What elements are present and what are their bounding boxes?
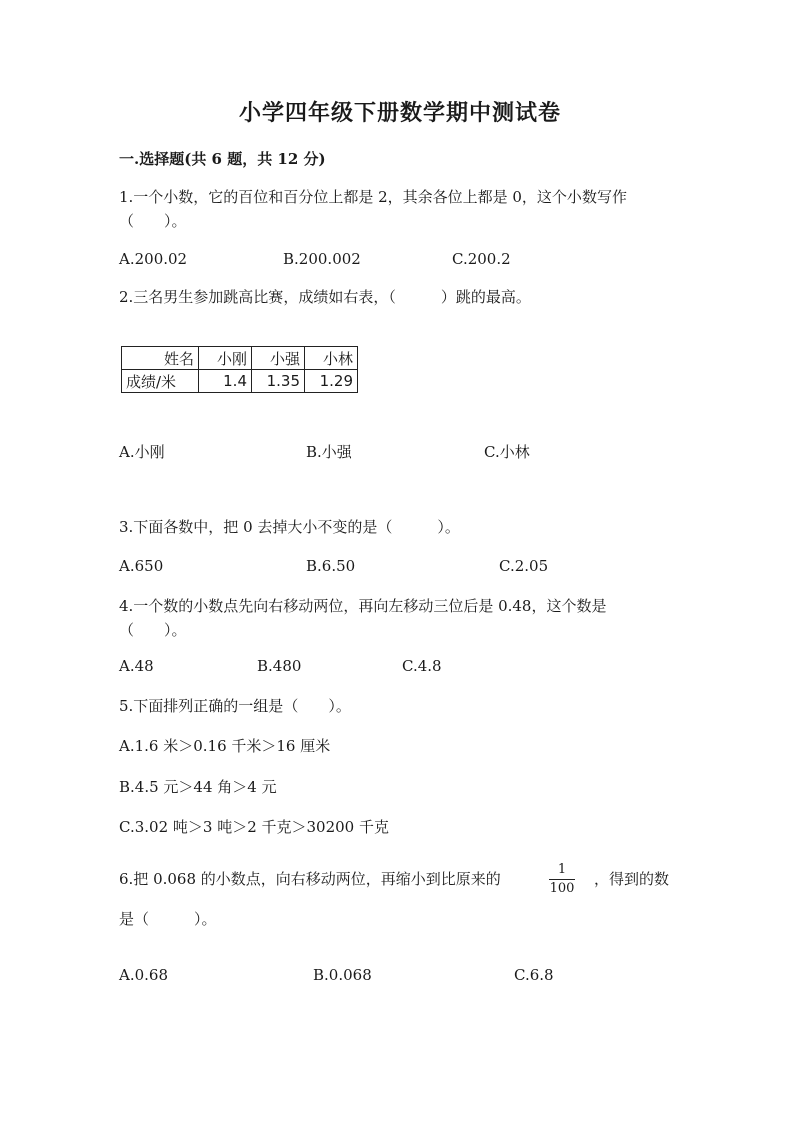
question-1-text: 1.一个小数，它的百位和百分位上都是 2，其余各位上都是 0，这个小数写作 (119, 188, 627, 206)
fraction-numerator: 1 (557, 862, 567, 877)
question-1-blank: （ ）。 (119, 212, 187, 230)
question-5-option-b: B.4.5 元＞44 角＞4 元 (119, 778, 277, 796)
fraction-denominator: 100 (549, 881, 575, 896)
question-4-option-b: B.480 (257, 657, 302, 675)
question-3-option-c: C.2.05 (499, 557, 549, 575)
section-heading: 一.选择题(共 6 题，共 12 分) (119, 150, 326, 168)
question-4-option-c: C.4.8 (402, 657, 442, 675)
fraction-bar (549, 879, 575, 880)
question-1-option-c: C.200.2 (452, 250, 511, 268)
question-4-option-a: A.48 (119, 657, 154, 675)
score-table (121, 346, 358, 393)
question-3-option-b: B.6.50 (306, 557, 356, 575)
question-1-option-a: A.200.02 (119, 250, 188, 268)
question-2-option-c: C.小林 (484, 443, 530, 461)
question-3-option-a: A.650 (119, 557, 164, 575)
table-cell: 小林 (305, 347, 358, 370)
question-2-option-b: B.小强 (306, 443, 352, 461)
question-1-option-b: B.200.002 (283, 250, 361, 268)
table-cell: 姓名 (122, 347, 199, 370)
table-row (122, 370, 358, 393)
question-4-text: 4.一个数的小数点先向右移动两位，再向左移动三位后是 0.48，这个数是 (119, 597, 607, 615)
table-cell: 1.35 (252, 370, 305, 393)
question-3-text: 3.下面各数中，把 0 去掉大小不变的是（ ）。 (119, 518, 460, 536)
table-cell: 1.4 (199, 370, 252, 393)
question-6-option-a: A.0.68 (119, 966, 168, 984)
fraction-one-hundredth (547, 862, 577, 897)
table-header-row (122, 347, 358, 370)
table-cell: 1.29 (305, 370, 358, 393)
question-5-option-a: A.1.6 米＞0.16 千米＞16 厘米 (119, 737, 331, 755)
question-4-blank: （ ）。 (119, 621, 187, 639)
question-6-text-continued: ，得到的数 (594, 870, 670, 888)
question-6-blank: 是（ ）。 (119, 910, 217, 928)
table-cell: 小强 (252, 347, 305, 370)
table-cell: 成绩/米 (122, 370, 199, 393)
page-title: 小学四年级下册数学期中测试卷 (238, 100, 561, 126)
question-5-text: 5.下面排列正确的一组是（ ）。 (119, 697, 351, 715)
question-2-text: 2.三名男生参加跳高比赛，成绩如右表，（ ）跳的最高。 (119, 288, 531, 306)
question-2-option-a: A.小刚 (119, 443, 165, 461)
question-6-text: 6.把 0.068 的小数点，向右移动两位，再缩小到比原来的 (119, 870, 501, 888)
question-5-option-c: C.3.02 吨＞3 吨＞2 千克＞30200 千克 (119, 818, 389, 836)
question-6-option-c: C.6.8 (514, 966, 554, 984)
question-6-option-b: B.0.068 (313, 966, 372, 984)
table-cell: 小刚 (199, 347, 252, 370)
